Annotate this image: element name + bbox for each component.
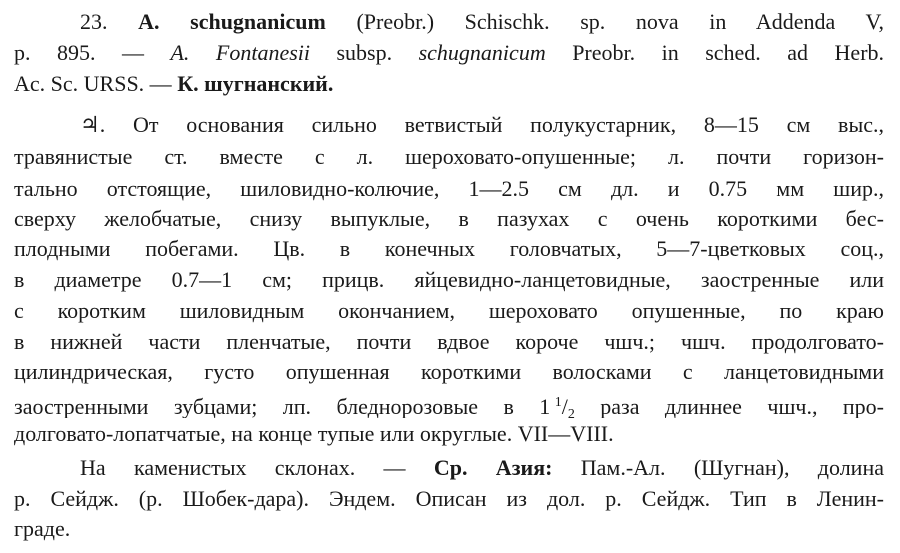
species-author: (Preobr.) Schischk. sp. nova in Addenda V, [356, 9, 884, 34]
description-line-9: цилиндрическая, густо опушенная короткими волосками с ланцетовидными [14, 359, 884, 384]
habitat-line-1 [80, 453, 884, 483]
entry-heading-line-1 [80, 7, 884, 37]
entry-heading-line-3 [14, 69, 884, 99]
description-line-10 [14, 388, 884, 418]
habitat-line-3: граде. [14, 516, 71, 541]
description-line-3: тально отстоящие, шиловидно-колючие, 1—2.5 см дл. и 0.75 мм шир., [14, 176, 884, 201]
petal-length-fraction: 1 $^1/_2$ [539, 394, 575, 418]
habitat-type: На каменистых склонах. — [80, 455, 434, 480]
herbarium-reference: Ac. Sc. URSS. — [14, 71, 178, 96]
description-line-2: травянистые ст. вместе с л. шероховато-опушенные; л. почти горизон- [14, 144, 884, 169]
description-line-4: сверху желобчатые, снизу выпуклые, в пазухах с очень короткими бес- [14, 206, 884, 231]
synonym-epithet: schugnanicum [418, 40, 546, 65]
fraction-whole: 1 [539, 394, 551, 418]
description-line-1: ♃. От основания сильно ветвистый полукустарник, 8—15 см выс., [80, 112, 884, 137]
entry-heading-line-2 [14, 38, 884, 68]
description-line-11: долговато-лопатчатые, на конце тупые или округлые. VII—VIII. [14, 421, 614, 446]
synonym-genus: A. Fontanesii [170, 40, 310, 65]
synonym-source: Preobr. in sched. ad Herb. [545, 40, 884, 65]
fraction-numerator: 1 [554, 395, 562, 410]
description-line-7: с коротким шиловидным окончанием, шероховато опушенные, по краю [14, 298, 884, 323]
habitat-locality: Пам.-Ал. (Шугнан), долина [552, 455, 884, 480]
russian-name: К. шугнанский. [177, 71, 334, 96]
fraction-denominator: 2 [567, 407, 575, 418]
habitat-line-2: р. Сейдж. (р. Шобек-дара). Эндем. Описан из дол. р. Сейдж. Тип в Ленин- [14, 486, 884, 511]
entry-number: 23. [80, 9, 108, 34]
description-line-8: в нижней части пленчатые, почти вдвое короче чшч.; чшч. продолговато- [14, 329, 884, 354]
description-line-10-start: заостренными зубцами; лп. бледнорозовые в [14, 394, 540, 418]
habitat-region: Ср. Азия: [433, 455, 553, 480]
synonym-rank: subsp. [310, 40, 419, 65]
description-line-5: плодными побегами. Цв. в конечных головчатых, 5—7-цветковых соц., [14, 236, 884, 261]
species-name: A. schugnanicum [138, 9, 326, 34]
page-reference: p. 895. — [14, 40, 171, 65]
description-line-6: в диаметре 0.7—1 см; прицв. яйцевидно-ланцетовидные, заостренные или [14, 267, 884, 292]
description-line-10-end: раза длиннее чшч., про- [574, 394, 884, 418]
